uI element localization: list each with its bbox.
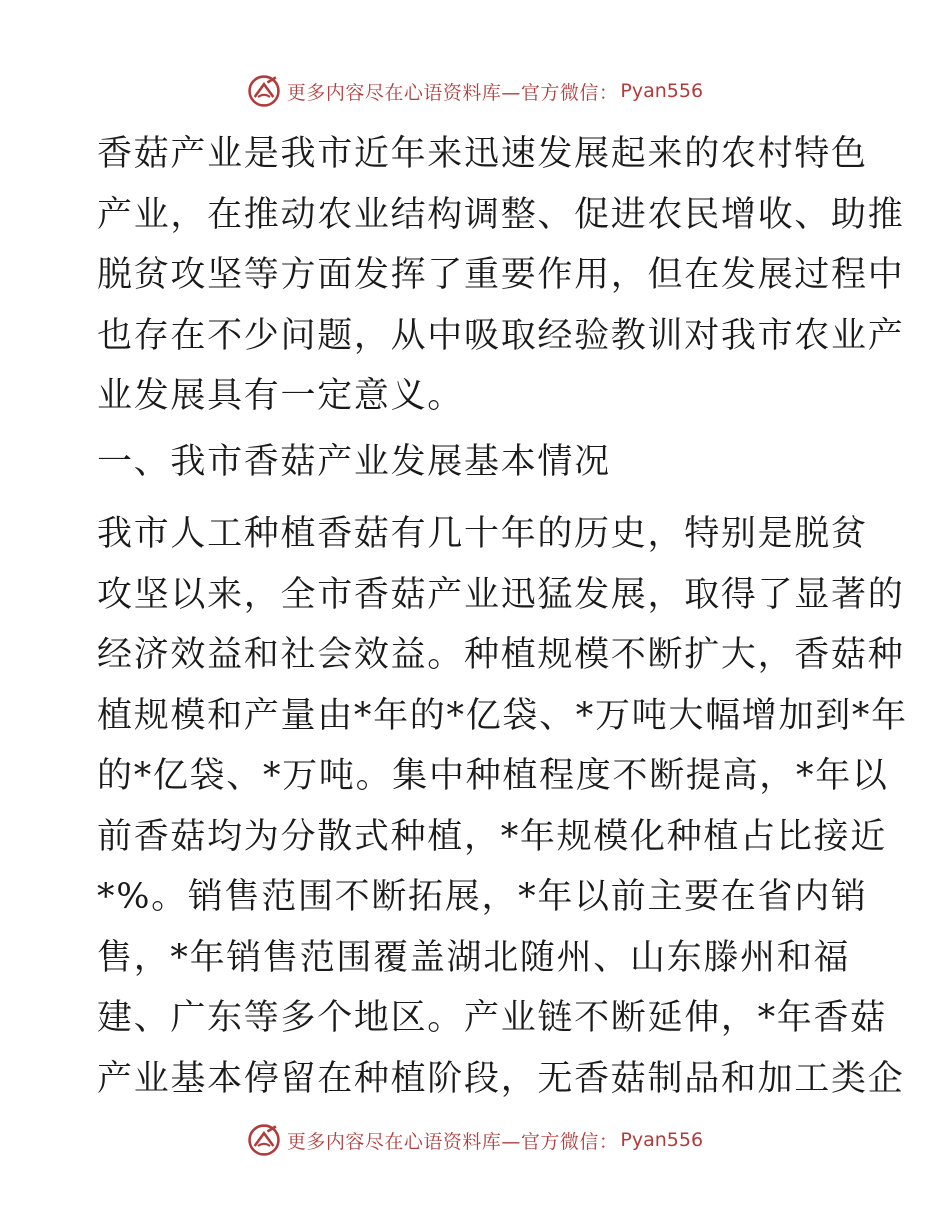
body-paragraph	[97, 504, 908, 1109]
text-line: 前香菇均为分散式种植，*年规模化种植占比接近	[97, 816, 887, 857]
text-line: 我市人工种植香菇有几十年的历史，特别是脱贫	[97, 514, 868, 554]
watermark-text: 更多内容尽在心语资料库—官方微信：	[286, 1130, 619, 1153]
book-logo-icon	[247, 1123, 281, 1157]
text-line: 经济效益和社会效益。种植规模不断扩大，香菇种	[97, 635, 905, 675]
intro-paragraph	[97, 124, 905, 426]
watermark-handle: Pyan556	[620, 80, 704, 102]
text-line: 建、广东等多个地区。产业链不断延伸，*年香菇	[97, 998, 887, 1038]
text-line: 香菇产业是我市近年来迅速发展起来的农村特色	[97, 134, 868, 174]
heading-text: 一、我市香菇产业发展基本情况	[97, 442, 611, 482]
document-body	[97, 124, 908, 1109]
footer-watermark	[0, 1120, 950, 1160]
text-line: 攻坚以来，全市香菇产业迅猛发展，取得了显著的	[97, 574, 905, 615]
text-line: 的*亿袋、*万吨。集中种植程度不断提高，*年以	[97, 756, 889, 796]
text-line: *%。销售范围不断拓展，*年以前主要在省内销	[97, 877, 868, 917]
text-line: 植规模和产量由*年的*亿袋、*万吨大幅增加到*年	[97, 695, 908, 736]
watermark-text: 更多内容尽在心语资料库—官方微信：	[286, 81, 619, 104]
text-line: 产业基本停留在种植阶段，无香菇制品和加工类企	[97, 1058, 905, 1099]
book-logo-icon	[247, 74, 281, 108]
text-line: 业发展具有一定意义。	[97, 376, 465, 416]
section-heading	[97, 432, 857, 504]
text-line: 产业，在推动农业结构调整、促进农民增收、助推	[97, 194, 905, 235]
header-watermark	[0, 71, 950, 111]
text-line: 也存在不少问题，从中吸取经验教训对我市农业产	[97, 315, 905, 356]
text-line: 售，*年销售范围覆盖湖北随州、山东滕州和福	[97, 937, 851, 978]
watermark-handle: Pyan556	[620, 1129, 704, 1151]
text-line: 脱贫攻坚等方面发挥了重要作用，但在发展过程中	[97, 255, 905, 295]
